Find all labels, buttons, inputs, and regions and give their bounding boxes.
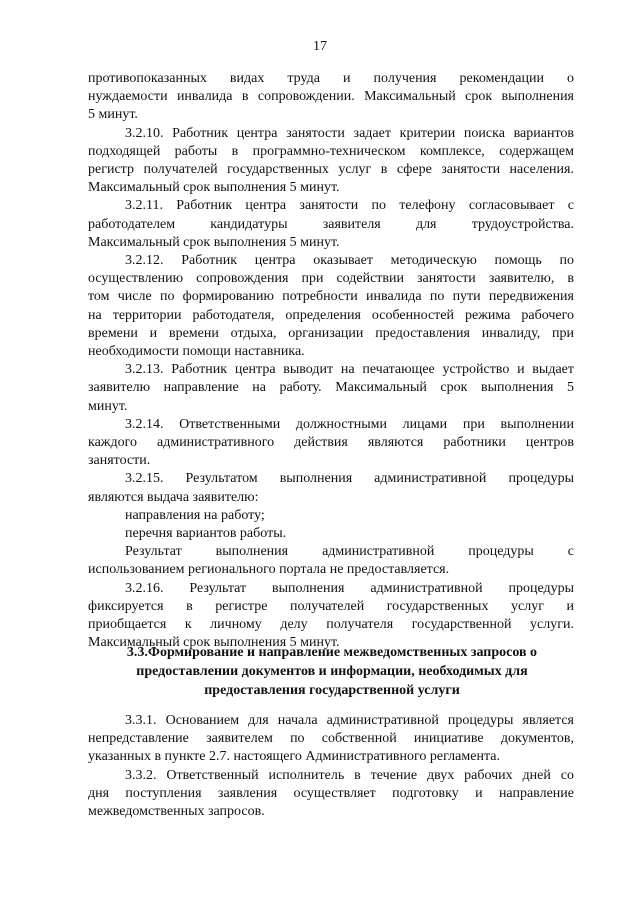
paragraph-3-2-13: 3.2.13. Работник центра выводит на печатающее устройство и выдает bbox=[125, 362, 574, 378]
list-item: направления на работу; bbox=[125, 507, 265, 523]
paragraph-3-2-12: 3.2.12. Работник центра оказывает методическую помощь по bbox=[125, 253, 574, 269]
text-line: регистр получателей государственных услуг в сфере занятости населения. bbox=[88, 162, 574, 178]
text-line: Результат выполнения административной процедуры с bbox=[125, 544, 574, 560]
page-number: 17 bbox=[313, 39, 327, 54]
text-line: минут. bbox=[88, 398, 128, 414]
text-line: на территории работодателя, определения особенностей режима рабочего bbox=[88, 307, 574, 323]
text-line: каждого административного действия являются работники центров bbox=[88, 435, 574, 451]
text-line: непредставление заявителем по собственной инициативе документов, bbox=[88, 731, 574, 747]
text-line: подходящей работы в программно-техническом комплексе, содержащем bbox=[88, 143, 574, 159]
text-line: заявителю направление на работу. Максимальный срок выполнения 5 bbox=[88, 380, 574, 396]
text-line: необходимости помощи наставника. bbox=[88, 344, 305, 360]
text-line: времени и времени отдыха, организации предоставления инвалиду, при bbox=[88, 325, 574, 341]
heading-line: предоставлении документов и информации, необходимых для bbox=[136, 664, 528, 679]
section-3-2-text bbox=[88, 70, 574, 653]
text-line: межведомственных запросов. bbox=[88, 804, 265, 820]
text-line: использованием регионального портала не предоставляется. bbox=[88, 562, 450, 578]
text-line: Максимальный срок выполнения 5 минут. bbox=[88, 234, 340, 250]
heading-line: предоставления государственной услуги bbox=[204, 683, 460, 698]
text-line: том числе по формированию потребности инвалида по пути передвижения bbox=[88, 289, 574, 305]
text-line: нуждаемости инвалида в сопровождении. Максимальный срок выполнения bbox=[88, 89, 574, 105]
text-line: являются выдача заявителю: bbox=[88, 489, 259, 505]
paragraph-3-2-16: 3.2.16. Результат выполнения административной процедуры bbox=[125, 580, 574, 596]
list-item: перечня вариантов работы. bbox=[125, 526, 287, 542]
text-line: дня поступления заявления осуществляет подготовку и направление bbox=[88, 785, 574, 801]
text-line: указанных в пункте 2.7. настоящего Административного регламента. bbox=[88, 749, 500, 765]
text-line: 5 минут. bbox=[88, 107, 138, 123]
text-line: работодателем кандидатуры заявителя для трудоустройства. bbox=[88, 216, 574, 232]
paragraph-3-2-10: 3.2.10. Работник центра занятости задает критерии поиска вариантов bbox=[125, 125, 574, 141]
text-line: Максимальный срок выполнения 5 минут. bbox=[88, 180, 340, 196]
heading-line: 3.3.Формирование и направление межведомственных запросов о bbox=[126, 645, 538, 660]
section-3-3-text bbox=[88, 712, 574, 821]
section-3-3-heading bbox=[100, 643, 564, 700]
text-line: фиксируется в регистре получателей государственных услуг и bbox=[88, 598, 574, 614]
paragraph-3-3-2: 3.3.2. Ответственный исполнитель в течение двух рабочих дней со bbox=[125, 767, 574, 783]
paragraph-3-2-14: 3.2.14. Ответственными должностными лицами при выполнении bbox=[125, 416, 574, 432]
paragraph-3-2-11: 3.2.11. Работник центра занятости по телефону согласовывает с bbox=[125, 198, 574, 214]
text-line: противопоказанных видах труда и получения рекомендации о bbox=[88, 71, 574, 86]
text-line: приобщается к личному делу получателя государственной услуги. bbox=[88, 617, 574, 633]
paragraph-3-2-15: 3.2.15. Результатом выполнения административной процедуры bbox=[125, 471, 574, 487]
text-line: занятости. bbox=[88, 453, 151, 469]
text-line: Максимальный срок выполнения 5 минут. bbox=[88, 635, 340, 651]
paragraph-3-3-1: 3.3.1. Основанием для начала административной процедуры является bbox=[125, 713, 574, 728]
text-line: осуществлению сопровождения при содействии занятости заявителю, в bbox=[88, 271, 574, 287]
